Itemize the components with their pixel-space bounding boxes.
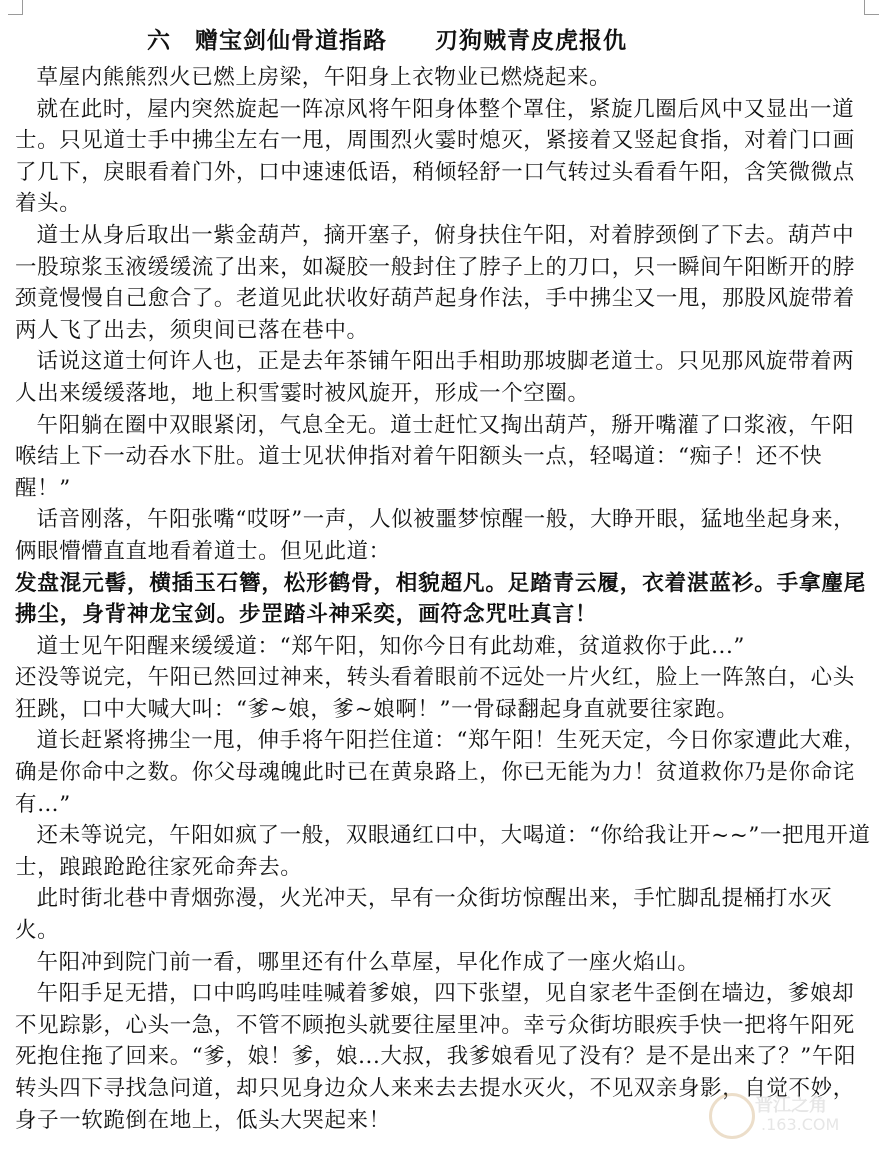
paragraph: 道士从身后取出一紫金葫芦，摘开塞子，俯身扶住午阳，对着脖颈倒了下去。葫芦中一股琼浆玉液缓缓流了出来，如凝胶一般封住了脖子上的刀口，只一瞬间午阳断开的脖颈竟慢慢自己愈合了。老道见此状收好葫芦起身作法，手中拂尘又一甩，那股风旋带着两人飞了出去，须臾间已落在巷中。 xyxy=(15,222,855,343)
watermark-text: 晋江之角 xyxy=(755,1095,827,1116)
paragraph: 草屋内熊熊烈火已燃上房梁，午阳身上衣物业已燃烧起来。 xyxy=(36,65,612,90)
paragraph: 还未等说完，午阳如疯了一般，双眼通红口中，大喝道：“你给我让开~~”一把甩开道士，踉踉跄跄往家死命奔去。 xyxy=(15,823,871,880)
paragraph: 午阳手足无措，口中呜呜哇哇喊着爹娘，四下张望，见自家老牛歪倒在墙边，爹娘却不见踪影，心头一急，不管不顾抱头就要往屋里冲。幸亏众街坊眼疾手快一把将午阳死死抱住拖了回来。“爹，娘！爹，娘...大叔，我爹娘看见了没有？是不是出来了？”午阳转头四下寻找急问道，却只见身边众人来来去去提水灭火，不见双亲身影，自觉不妙，身子一软跪倒在地上，低头大哭起来！ xyxy=(15,981,857,1133)
paragraph: 午阳冲到院门前一看，哪里还有什么草屋，早化作成了一座火焰山。 xyxy=(36,949,700,975)
page-corner-mark-right xyxy=(864,0,879,15)
paragraph: 话说这道士何许人也，正是去年茶铺午阳出手相助那坡脚老道士。只见那风旋带着两人出来缓缓落地，地上积雪霎时被风旋开，形成一个空圈。 xyxy=(15,349,855,406)
paragraph: 此时街北巷中青烟弥漫，火光冲天，早有一众街坊惊醒出来，手忙脚乱提桶打水灭火。 xyxy=(15,886,833,944)
paragraph: 话音刚落，午阳张嘴“哎呀”一声，人似被噩梦惊醒一般，大睁开眼，猛地坐起身来，俩眼懵懵直直地看着道士。但见此道： xyxy=(15,507,856,564)
paragraph: 还没等说完，午阳已然回过神来，转头看着眼前不远处一片火红，脸上一阵煞白，心头狂跳，口中大喊大叫：“爹~娘，爹~娘啊！”一骨碌翻起身直就要往家跑。 xyxy=(15,665,855,722)
watermark-subtext: .163.COM xyxy=(761,1115,840,1134)
paragraph: 就在此时，屋内突然旋起一阵凉风将午阳身体整个罩住，紧旋几圈后风中又显出一道士。只见道士手中拂尘左右一甩，周围烈火霎时熄灭，紧接着又竖起食指，对着门口画了几下，戾眼看着门外，口中速速低语，稍倾轻舒一口气转过头看看午阳，含笑微微点着头。 xyxy=(15,96,855,217)
paragraph: 午阳躺在圈中双眼紧闭，气息全无。道士赶忙又掏出葫芦，掰开嘴灌了口浆液，午阳喉结上下一动吞水下肚。道士见状伸指对着午阳额头一点，轻喝道：“痴子！还不快醒！” xyxy=(15,412,855,501)
paragraph: 道长赶紧将拂尘一甩，伸手将午阳拦住道：“郑午阳！生死天定，今日你家遭此大难，确是你命中之数。你父母魂魄此时已在黄泉路上，你已无能为力！贫道救你乃是你命诧有…” xyxy=(15,728,866,817)
chapter-title: 六 赠宝剑仙骨道指路 刃狗贼青皮虎报仇 xyxy=(147,27,627,54)
page-corner-mark-left xyxy=(8,0,23,15)
document-page xyxy=(15,24,875,1136)
paragraph: 道士见午阳醒来缓缓道：“郑午阳，知你今日有此劫难，贫道救你于此...” xyxy=(36,633,745,659)
verse-description: 发盘混元髻，横插玉石簪，松形鹤骨，相貌超凡。足踏青云履，衣着湛蓝衫。手拿麈尾拂尘，身背神龙宝剑。步罡踏斗神采奕，画符念咒吐真言！ xyxy=(15,570,867,628)
